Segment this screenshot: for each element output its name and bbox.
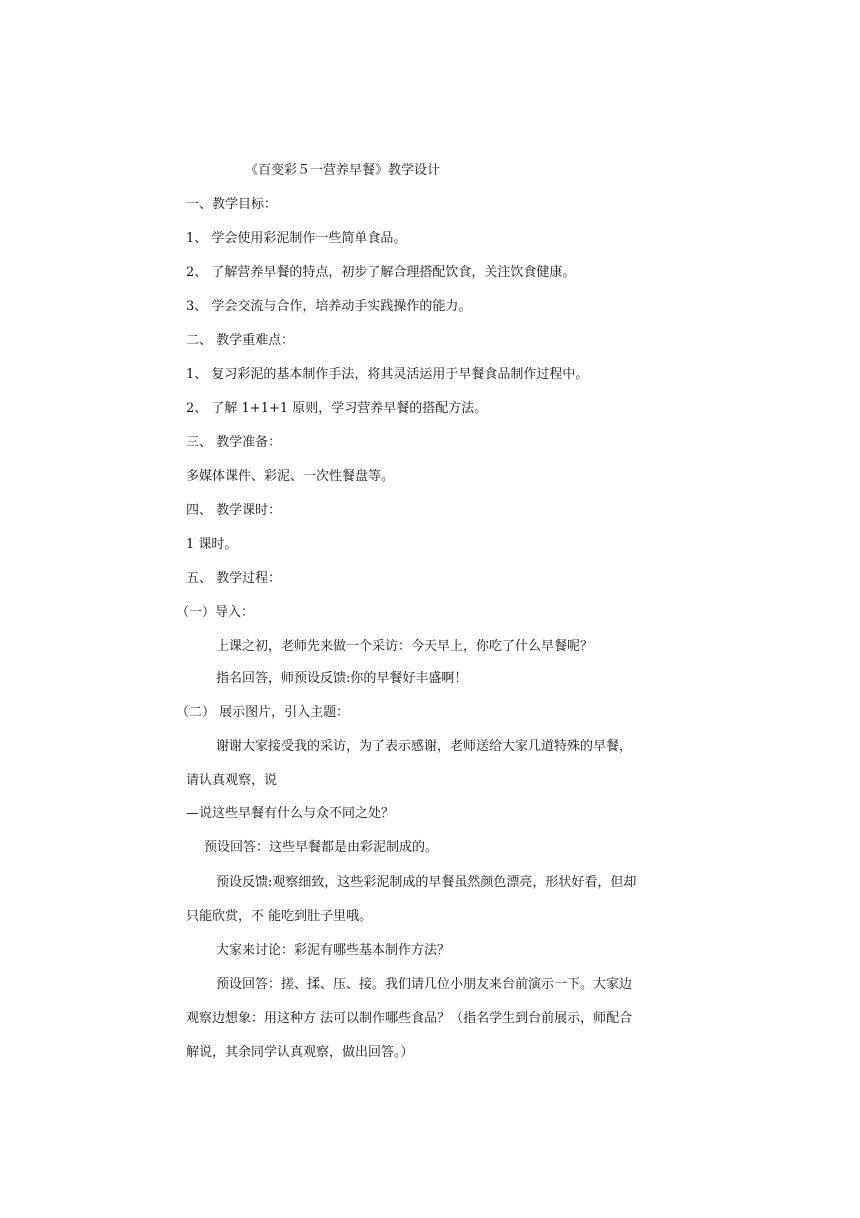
list-item: 1、 学会使用彩泥制作一些简单食品。 [186, 231, 407, 246]
paragraph-line: 解说，其余同学认真观察，做出回答。） [186, 1045, 414, 1060]
paragraph-line: 预设回答：搓、揉、压、接。我们请几位小朋友来台前演示一下。大家边 [216, 977, 633, 992]
paragraph-line: 请认真观察，说 [186, 773, 278, 788]
section-heading: 一、教学目标： [186, 197, 278, 212]
section-heading: 五、 教学过程： [186, 571, 282, 586]
paragraph-line: 上课之初，老师先来做一个采访：今天早上，你吃了什么早餐呢？ [216, 639, 594, 654]
paragraph-line: —说这些早餐有什么与众不同之处？ [186, 806, 395, 821]
paragraph-line: 预设反馈:观察细致，这些彩泥制成的早餐虽然颜色漂亮，形状好看，但却 [216, 875, 637, 890]
paragraph-line: 谢谢大家接受我的采访，为了表示感谢，老师送给大家几道特殊的早餐， [216, 739, 633, 754]
paragraph-line: 只能欣赏，不 能吃到肚子里哦。 [186, 909, 373, 924]
list-item: 3、 学会交流与合作，培养动手实践操作的能力。 [186, 299, 472, 314]
paragraph-line: 大家来讨论：彩泥有哪些基本制作方法？ [216, 943, 451, 958]
paragraph-line: 观察边想象：用这种方 法可以制作哪些食品？（指名学生到台前展示，师配合 [186, 1011, 633, 1026]
section-heading: 二、 教学重难点： [186, 333, 295, 348]
subsection-heading: （一）导入： [176, 605, 255, 620]
paragraph-line: 多媒体课件、彩泥、一次性餐盘等。 [186, 469, 395, 484]
subsection-heading: （二） 展示图片，引入主题： [176, 705, 350, 720]
paragraph-line: 预设回答：这些早餐都是由彩泥制成的。 [204, 840, 439, 855]
section-heading: 三、 教学准备： [186, 435, 282, 450]
list-item: 2、 了解 1+1+1 原则，学习营养早餐的搭配方法。 [186, 401, 488, 416]
paragraph-line: 1 课时。 [186, 537, 238, 552]
list-item: 2、 了解营养早餐的特点，初步了解合理搭配饮食，关注饮食健康。 [186, 265, 576, 280]
paragraph-line: 指名回答，师预设反馈:你的早餐好丰盛啊！ [216, 671, 468, 686]
document-title: 《百变彩５一营养早餐》教学设计 [245, 163, 441, 178]
list-item: 1、 复习彩泥的基本制作手法，将其灵活运用于早餐食品制作过程中。 [186, 367, 589, 382]
section-heading: 四、 教学课时： [186, 503, 282, 518]
